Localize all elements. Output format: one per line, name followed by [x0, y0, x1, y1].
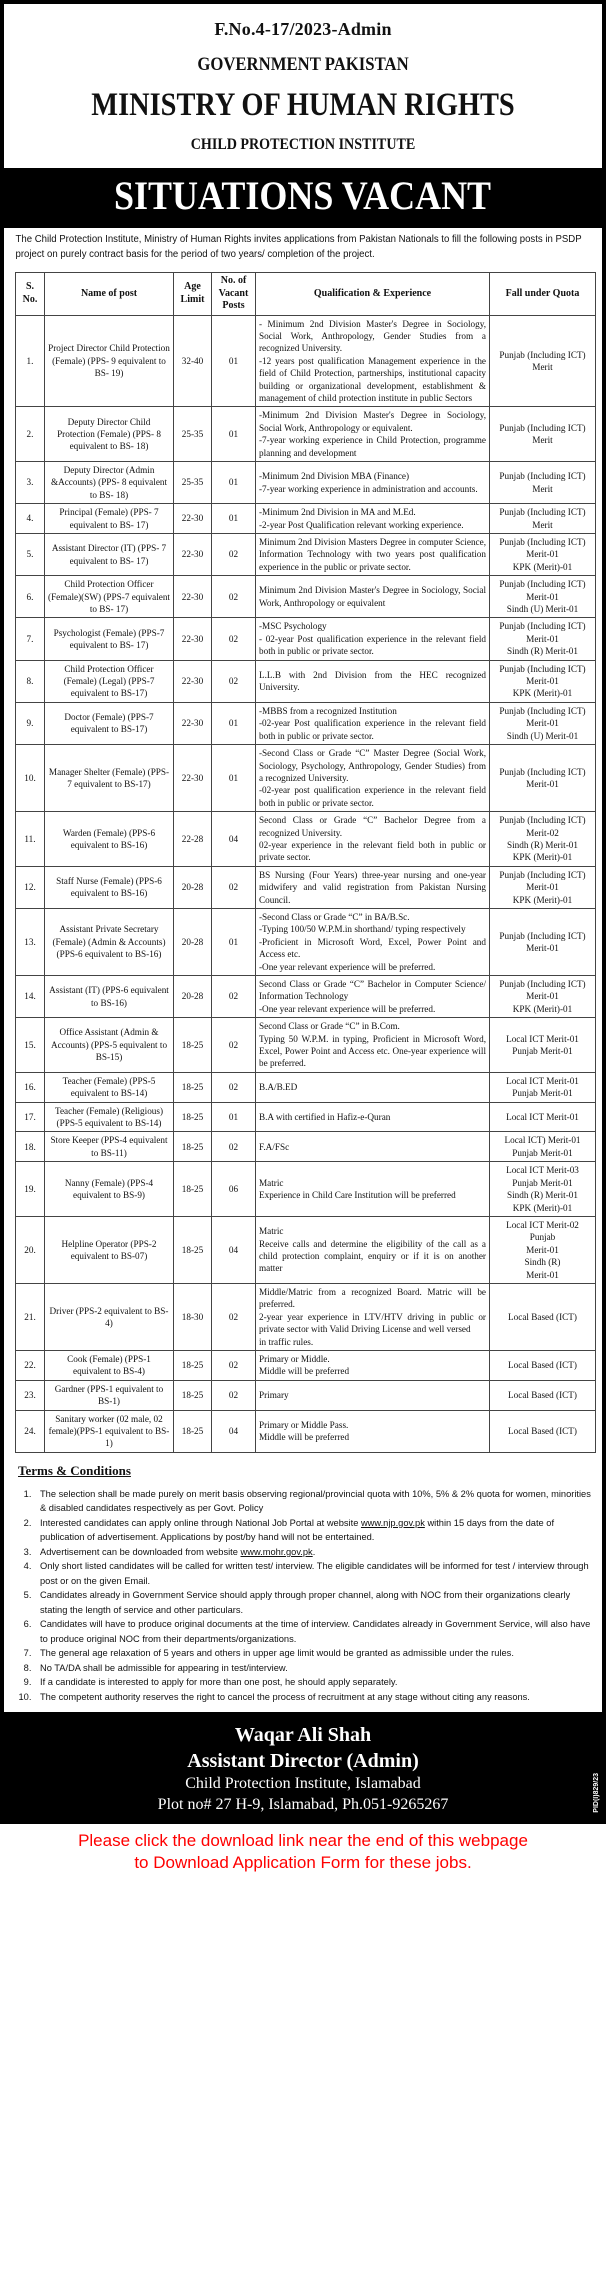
cell-qualification: BS Nursing (Four Years) three-year nursing and one-year midwifery and valid registration from Pakistan Nursing Council. — [256, 866, 490, 908]
signatory-name: Waqar Ali Shah — [234, 1724, 372, 1747]
cell-age-limit: 18-30 — [174, 1283, 212, 1350]
cell-age-limit: 22-28 — [174, 812, 212, 867]
cell-qualification: Minimum 2nd Division Masters Degree in computer Science, Information Technology with two years post qualification experience in the public or private sector. — [256, 534, 490, 576]
cell-age-limit: 22-30 — [174, 702, 212, 744]
table-row — [16, 866, 596, 908]
cell-vacant-posts: 02 — [212, 866, 256, 908]
cell-sno: 3. — [16, 461, 45, 503]
download-notice — [0, 1824, 606, 1884]
cell-age-limit: 22-30 — [174, 504, 212, 534]
cell-age-limit: 22-30 — [174, 534, 212, 576]
terms-item: 9. If a candidate is interested to apply for more than one post, he should apply separately. — [34, 1675, 592, 1690]
cell-age-limit: 18-25 — [174, 1410, 212, 1452]
cell-post-name: Helpline Operator (PPS-2 equivalent to BS-07) — [45, 1216, 174, 1283]
table-row — [16, 1018, 596, 1073]
cell-vacant-posts: 01 — [212, 745, 256, 812]
cell-age-limit: 18-25 — [174, 1162, 212, 1217]
file-number: F.No.4-17/2023-Admin — [214, 19, 392, 39]
cell-qualification: -Minimum 2nd Division Master's Degree in Sociology, Social Work, Anthropology or equivalent. -7-year working experience in Child Protection, programme planning and development — [256, 407, 490, 462]
cell-vacant-posts: 02 — [212, 1072, 256, 1102]
cell-quota: Local ICT Merit-01 Punjab Merit-01 — [490, 1018, 596, 1073]
cell-post-name: Warden (Female) (PPS-6 equivalent to BS-16) — [45, 812, 174, 867]
cell-vacant-posts: 02 — [212, 1380, 256, 1410]
cell-sno: 2. — [16, 407, 45, 462]
cell-sno: 24. — [16, 1410, 45, 1452]
cell-quota: Local ICT Merit-03 Punjab Merit-01 Sindh (R) Merit-01 KPK (Merit)-01 — [490, 1162, 596, 1217]
banner-text: SITUATIONS VACANT — [114, 173, 492, 218]
pid-code: PID(I)829/23 — [593, 1772, 600, 1813]
cell-sno: 21. — [16, 1283, 45, 1350]
cell-quota: Local ICT Merit-02 Punjab Merit-01 Sindh (R) Merit-01 — [490, 1216, 596, 1283]
cell-vacant-posts: 02 — [212, 534, 256, 576]
cell-sno: 6. — [16, 576, 45, 618]
cell-qualification: Minimum 2nd Division Master's Degree in Sociology, Social Work, Anthropology or equivalent — [256, 576, 490, 618]
cell-vacant-posts: 04 — [212, 1410, 256, 1452]
table-row — [16, 812, 596, 867]
institute-title: CHILD PROTECTION INSTITUTE — [190, 136, 416, 153]
cell-quota: Local Based (ICT) — [490, 1380, 596, 1410]
cell-sno: 22. — [16, 1350, 45, 1380]
signatory-institute: Child Protection Institute, Islamabad — [185, 1775, 421, 1793]
table-row — [16, 576, 596, 618]
cell-qualification: Middle/Matric from a recognized Board. Matric will be preferred. 2-year year experience in LTV/HTV driving in public or private sector with Valid Driving License and well versed in traffic rules. — [256, 1283, 490, 1350]
terms-title: Terms & Conditions — [18, 1462, 131, 1478]
cell-vacant-posts: 01 — [212, 1102, 256, 1132]
cell-vacant-posts: 02 — [212, 1018, 256, 1073]
terms-item: 10. The competent authority reserves the right to cancel the process of recruitment at any stage without citing any reasons. — [34, 1690, 592, 1705]
cell-qualification: -MSC Psychology - 02-year Post qualification experience in the relevant field both in public or private sector. — [256, 618, 490, 660]
terms-item: 7. The general age relaxation of 5 years and others in upper age limit would be granted as admissible under the rules. — [34, 1646, 592, 1661]
cell-age-limit: 18-25 — [174, 1072, 212, 1102]
table-row — [16, 1162, 596, 1217]
cell-quota: Punjab (Including ICT) Merit-01 — [490, 745, 596, 812]
cell-vacant-posts: 01 — [212, 407, 256, 462]
cell-post-name: Driver (PPS-2 equivalent to BS-4) — [45, 1283, 174, 1350]
cell-qualification: -Second Class or Grade “C” Master Degree (Social Work, Sociology, Psychology, Anthropology, Gender Studies) from a recognized University. -02-year post qualification experience in the relevant field both in public or private sector. — [256, 745, 490, 812]
cell-post-name: Assistant Director (IT) (PPS- 7 equivalent to BS- 17) — [45, 534, 174, 576]
cell-qualification: B.A/B.ED — [256, 1072, 490, 1102]
cell-qualification: Second Class or Grade “C” Bachelor Degree from a recognized University. 02-year experience in the relevant field both in public or private sector. — [256, 812, 490, 867]
table-row — [16, 908, 596, 975]
cell-age-limit: 18-25 — [174, 1018, 212, 1073]
signature-block — [4, 1712, 602, 1824]
cell-qualification: Matric Experience in Child Care Institution will be preferred — [256, 1162, 490, 1217]
cell-vacant-posts: 04 — [212, 1216, 256, 1283]
cell-vacant-posts: 01 — [212, 461, 256, 503]
cell-vacant-posts: 06 — [212, 1162, 256, 1217]
cell-vacant-posts: 02 — [212, 1283, 256, 1350]
header — [4, 4, 602, 156]
website-link[interactable]: www.njp.gov.pk — [360, 1517, 425, 1528]
cell-vacant-posts: 01 — [212, 504, 256, 534]
cell-qualification: L.L.B with 2nd Division from the HEC recognized University. — [256, 660, 490, 702]
cell-post-name: Sanitary worker (02 male, 02 female)(PPS-1 equivalent to BS-1) — [45, 1410, 174, 1452]
cell-post-name: Teacher (Female) (PPS-5 equivalent to BS-14) — [45, 1072, 174, 1102]
cell-quota: Punjab (Including ICT) Merit — [490, 315, 596, 407]
cell-sno: 5. — [16, 534, 45, 576]
cell-post-name: Child Protection Officer (Female)(SW) (PPS-7 equivalent to BS- 17) — [45, 576, 174, 618]
cell-age-limit: 22-30 — [174, 745, 212, 812]
col-qualification: Qualification & Experience — [256, 273, 490, 316]
cell-vacant-posts: 02 — [212, 618, 256, 660]
cell-sno: 8. — [16, 660, 45, 702]
intro-paragraph: The Child Protection Institute, Ministry of Human Rights invites applications from Pakistan Nationals to fill the following posts in PSDP project on purely contract basis for the period of two years/ completion of the project. — [15, 234, 582, 260]
table-row — [16, 1350, 596, 1380]
cell-vacant-posts: 02 — [212, 976, 256, 1018]
cell-post-name: Manager Shelter (Female) (PPS-7 equivalent to BS-17) — [45, 745, 174, 812]
ministry-title: MINISTRY OF HUMAN RIGHTS — [91, 87, 515, 123]
table-row — [16, 1102, 596, 1132]
cell-post-name: Assistant (IT) (PPS-6 equivalent to BS-16) — [45, 976, 174, 1018]
table-row — [16, 702, 596, 744]
cell-quota: Local Based (ICT) — [490, 1350, 596, 1380]
cell-qualification: - Minimum 2nd Division Master's Degree in Sociology, Social Work, Anthropology, Gender Studies from a recognized University. -12 years post qualification Management experience in the field of Child Protection, partnerships, institutional capacity building or organizational development, establishment & management of child protection institute in public Sectors — [256, 315, 490, 407]
cell-quota: Punjab (Including ICT) Merit — [490, 504, 596, 534]
terms-item: 2. Interested candidates can apply online through National Job Portal at website www.njp.gov.pk within 15 days from the date of publication of advertisement. Applications by post/by hand will not be entertained. — [34, 1516, 592, 1545]
cell-age-limit: 22-30 — [174, 576, 212, 618]
cell-qualification: Primary — [256, 1380, 490, 1410]
cell-post-name: Teacher (Female) (Religious) (PPS-5 equivalent to BS-14) — [45, 1102, 174, 1132]
cell-quota: Local ICT) Merit-01 Punjab Merit-01 — [490, 1132, 596, 1162]
cell-post-name: Project Director Child Protection (Female) (PPS- 9 equivalent to BS- 19) — [45, 315, 174, 407]
table-row — [16, 504, 596, 534]
cell-qualification: Matric Receive calls and determine the eligibility of the call as a child protection complaint, enquiry or if it is on another matter — [256, 1216, 490, 1283]
cell-quota: Punjab (Including ICT) Merit — [490, 407, 596, 462]
cell-age-limit: 20-28 — [174, 908, 212, 975]
cell-quota: Punjab (Including ICT) Merit-01 Sindh (U) Merit-01 — [490, 576, 596, 618]
cell-sno: 7. — [16, 618, 45, 660]
cell-quota: Local Based (ICT) — [490, 1283, 596, 1350]
cell-vacant-posts: 01 — [212, 315, 256, 407]
cell-qualification: Second Class or Grade “C” in B.Com. Typing 50 W.P.M. in typing, Proficient in Microsoft Word, Excel, Power Point and Access etc. One-year experience will be preferred. — [256, 1018, 490, 1073]
table-row — [16, 315, 596, 407]
col-age: Age Limit — [174, 273, 212, 316]
terms-item: 3. Advertisement can be downloaded from website www.mohr.gov.pk. — [34, 1545, 592, 1560]
table-header-row — [16, 273, 596, 316]
cell-quota: Punjab (Including ICT) Merit — [490, 461, 596, 503]
cell-age-limit: 18-25 — [174, 1132, 212, 1162]
cell-age-limit: 18-25 — [174, 1216, 212, 1283]
cell-sno: 17. — [16, 1102, 45, 1132]
cell-qualification: Primary or Middle. Middle will be preferred — [256, 1350, 490, 1380]
cell-quota: Punjab (Including ICT) Merit-01 Sindh (U) Merit-01 — [490, 702, 596, 744]
cell-sno: 14. — [16, 976, 45, 1018]
cell-quota: Punjab (Including ICT) Merit-01 KPK (Merit)-01 — [490, 534, 596, 576]
terms-item: 8. No TA/DA shall be admissible for appearing in test/interview. — [34, 1661, 592, 1676]
cell-sno: 12. — [16, 866, 45, 908]
cell-age-limit: 22-30 — [174, 618, 212, 660]
terms-item: 1. The selection shall be made purely on merit basis observing regional/provincial quota with 10%, 5% & 2% quota for women, minorities & disabled candidates respectively as per Govt. Policy — [34, 1487, 592, 1516]
cell-post-name: Child Protection Officer (Female) (Legal) (PPS-7 equivalent to BS-17) — [45, 660, 174, 702]
cell-sno: 23. — [16, 1380, 45, 1410]
cell-post-name: Nanny (Female) (PPS-4 equivalent to BS-9) — [45, 1162, 174, 1217]
cell-qualification: -MBBS from a recognized Institution -02-year Post qualification experience in the relevant field both in public or private sector. — [256, 702, 490, 744]
cell-age-limit: 20-28 — [174, 976, 212, 1018]
table-row — [16, 745, 596, 812]
cell-quota: Punjab (Including ICT) Merit-01 KPK (Merit)-01 — [490, 660, 596, 702]
cell-sno: 9. — [16, 702, 45, 744]
col-sno: S. No. — [16, 273, 45, 316]
cell-sno: 16. — [16, 1072, 45, 1102]
cell-qualification: -Second Class or Grade “C” in BA/B.Sc. -Typing 100/50 W.P.M.in shorthand/ typing respectively -Proficient in Microsoft Word, Excel, Power Point and Access etc. -One year relevant experience will be preferred. — [256, 908, 490, 975]
table-row — [16, 1216, 596, 1283]
terms-list — [18, 1487, 592, 1705]
cell-qualification: F.A/FSc — [256, 1132, 490, 1162]
cell-post-name: Doctor (Female) (PPS-7 equivalent to BS-17) — [45, 702, 174, 744]
table-row — [16, 1380, 596, 1410]
cell-sno: 10. — [16, 745, 45, 812]
cell-post-name: Deputy Director Child Protection (Female) (PPS- 8 equivalent to BS- 18) — [45, 407, 174, 462]
vacancy-table — [15, 272, 596, 1453]
table-row — [16, 660, 596, 702]
cell-vacant-posts: 01 — [212, 908, 256, 975]
cell-post-name: Deputy Director (Admin &Accounts) (PPS- 8 equivalent to BS- 18) — [45, 461, 174, 503]
cell-vacant-posts: 04 — [212, 812, 256, 867]
cell-age-limit: 25-35 — [174, 407, 212, 462]
cell-quota: Punjab (Including ICT) Merit-02 Sindh (R) Merit-01 KPK (Merit)-01 — [490, 812, 596, 867]
government-title: GOVERNMENT PAKISTAN — [197, 54, 409, 75]
cell-quota: Punjab (Including ICT) Merit-01 — [490, 908, 596, 975]
cell-post-name: Office Assistant (Admin & Accounts) (PPS-5 equivalent to BS-15) — [45, 1018, 174, 1073]
table-row — [16, 461, 596, 503]
cell-quota: Punjab (Including ICT) Merit-01 KPK (Merit)-01 — [490, 866, 596, 908]
cell-age-limit: 18-25 — [174, 1350, 212, 1380]
cell-sno: 15. — [16, 1018, 45, 1073]
terms-item: 6. Candidates will have to produce original documents at the time of interview. Candidates already in Government Service, will also have to produce original NOC from their departments/organizations. — [34, 1617, 592, 1646]
cell-sno: 18. — [16, 1132, 45, 1162]
col-name: Name of post — [45, 273, 174, 316]
cell-vacant-posts: 02 — [212, 1350, 256, 1380]
cell-post-name: Staff Nurse (Female) (PPS-6 equivalent to BS-16) — [45, 866, 174, 908]
table-row — [16, 1132, 596, 1162]
cell-sno: 1. — [16, 315, 45, 407]
cell-age-limit: 18-25 — [174, 1102, 212, 1132]
cell-quota: Local ICT Merit-01 — [490, 1102, 596, 1132]
cell-qualification: Primary or Middle Pass. Middle will be preferred — [256, 1410, 490, 1452]
cell-vacant-posts: 02 — [212, 576, 256, 618]
cell-sno: 20. — [16, 1216, 45, 1283]
cell-vacant-posts: 01 — [212, 702, 256, 744]
cell-quota: Local ICT Merit-01 Punjab Merit-01 — [490, 1072, 596, 1102]
table-row — [16, 1283, 596, 1350]
col-quota: Fall under Quota — [490, 273, 596, 316]
cell-age-limit: 22-30 — [174, 660, 212, 702]
cell-post-name: Store Keeper (PPS-4 equivalent to BS-11) — [45, 1132, 174, 1162]
notice-line-2: to Download Application Form for these jobs. — [134, 1853, 472, 1873]
cell-age-limit: 18-25 — [174, 1380, 212, 1410]
cell-post-name: Psychologist (Female) (PPS-7 equivalent to BS- 17) — [45, 618, 174, 660]
cell-sno: 11. — [16, 812, 45, 867]
signatory-title: Assistant Director (Admin) — [187, 1750, 419, 1773]
cell-vacant-posts: 02 — [212, 1132, 256, 1162]
cell-qualification: -Minimum 2nd Division in MA and M.Ed. -2-year Post Qualification relevant working experience. — [256, 504, 490, 534]
cell-post-name: Gardner (PPS-1 equivalent to BS-1) — [45, 1380, 174, 1410]
cell-qualification: B.A with certified in Hafiz-e-Quran — [256, 1102, 490, 1132]
table-row — [16, 407, 596, 462]
cell-vacant-posts: 02 — [212, 660, 256, 702]
cell-quota: Local Based (ICT) — [490, 1410, 596, 1452]
cell-sno: 4. — [16, 504, 45, 534]
website-link[interactable]: www.mohr.gov.pk — [240, 1546, 313, 1557]
terms-item: 4. Only short listed candidates will be called for written test/ interview. The eligible candidates will be informed for test / interview through post or on the given Email. — [34, 1559, 592, 1588]
cell-age-limit: 32-40 — [174, 315, 212, 407]
cell-age-limit: 20-28 — [174, 866, 212, 908]
col-posts: No. of Vacant Posts — [212, 273, 256, 316]
table-row — [16, 618, 596, 660]
cell-post-name: Assistant Private Secretary (Female) (Admin & Accounts) (PPS-6 equivalent to BS-16) — [45, 908, 174, 975]
cell-qualification: Second Class or Grade “C” Bachelor in Computer Science/ Information Technology -One year relevant experience will be preferred. — [256, 976, 490, 1018]
signatory-address: Plot no# 27 H-9, Islamabad, Ph.051-9265267 — [157, 1796, 449, 1814]
cell-sno: 13. — [16, 908, 45, 975]
table-row — [16, 534, 596, 576]
cell-sno: 19. — [16, 1162, 45, 1217]
cell-qualification: -Minimum 2nd Division MBA (Finance) -7-year working experience in administration and accounts. — [256, 461, 490, 503]
table-row — [16, 976, 596, 1018]
terms-section — [4, 1453, 602, 1705]
cell-quota: Punjab (Including ICT) Merit-01 Sindh (R) Merit-01 — [490, 618, 596, 660]
terms-item: 5. Candidates already in Government Service should apply through proper channel, along with NOC from their organizations clearly stating the length of service and other particulars. — [34, 1588, 592, 1617]
table-row — [16, 1072, 596, 1102]
cell-age-limit: 25-35 — [174, 461, 212, 503]
cell-post-name: Principal (Female) (PPS- 7 equivalent to BS- 17) — [45, 504, 174, 534]
cell-post-name: Cook (Female) (PPS-1 equivalent to BS-4) — [45, 1350, 174, 1380]
notice-line-1: Please click the download link near the end of this webpage — [78, 1831, 528, 1851]
cell-quota: Punjab (Including ICT) Merit-01 KPK (Merit)-01 — [490, 976, 596, 1018]
situations-vacant-banner — [4, 168, 602, 228]
table-row — [16, 1410, 596, 1452]
